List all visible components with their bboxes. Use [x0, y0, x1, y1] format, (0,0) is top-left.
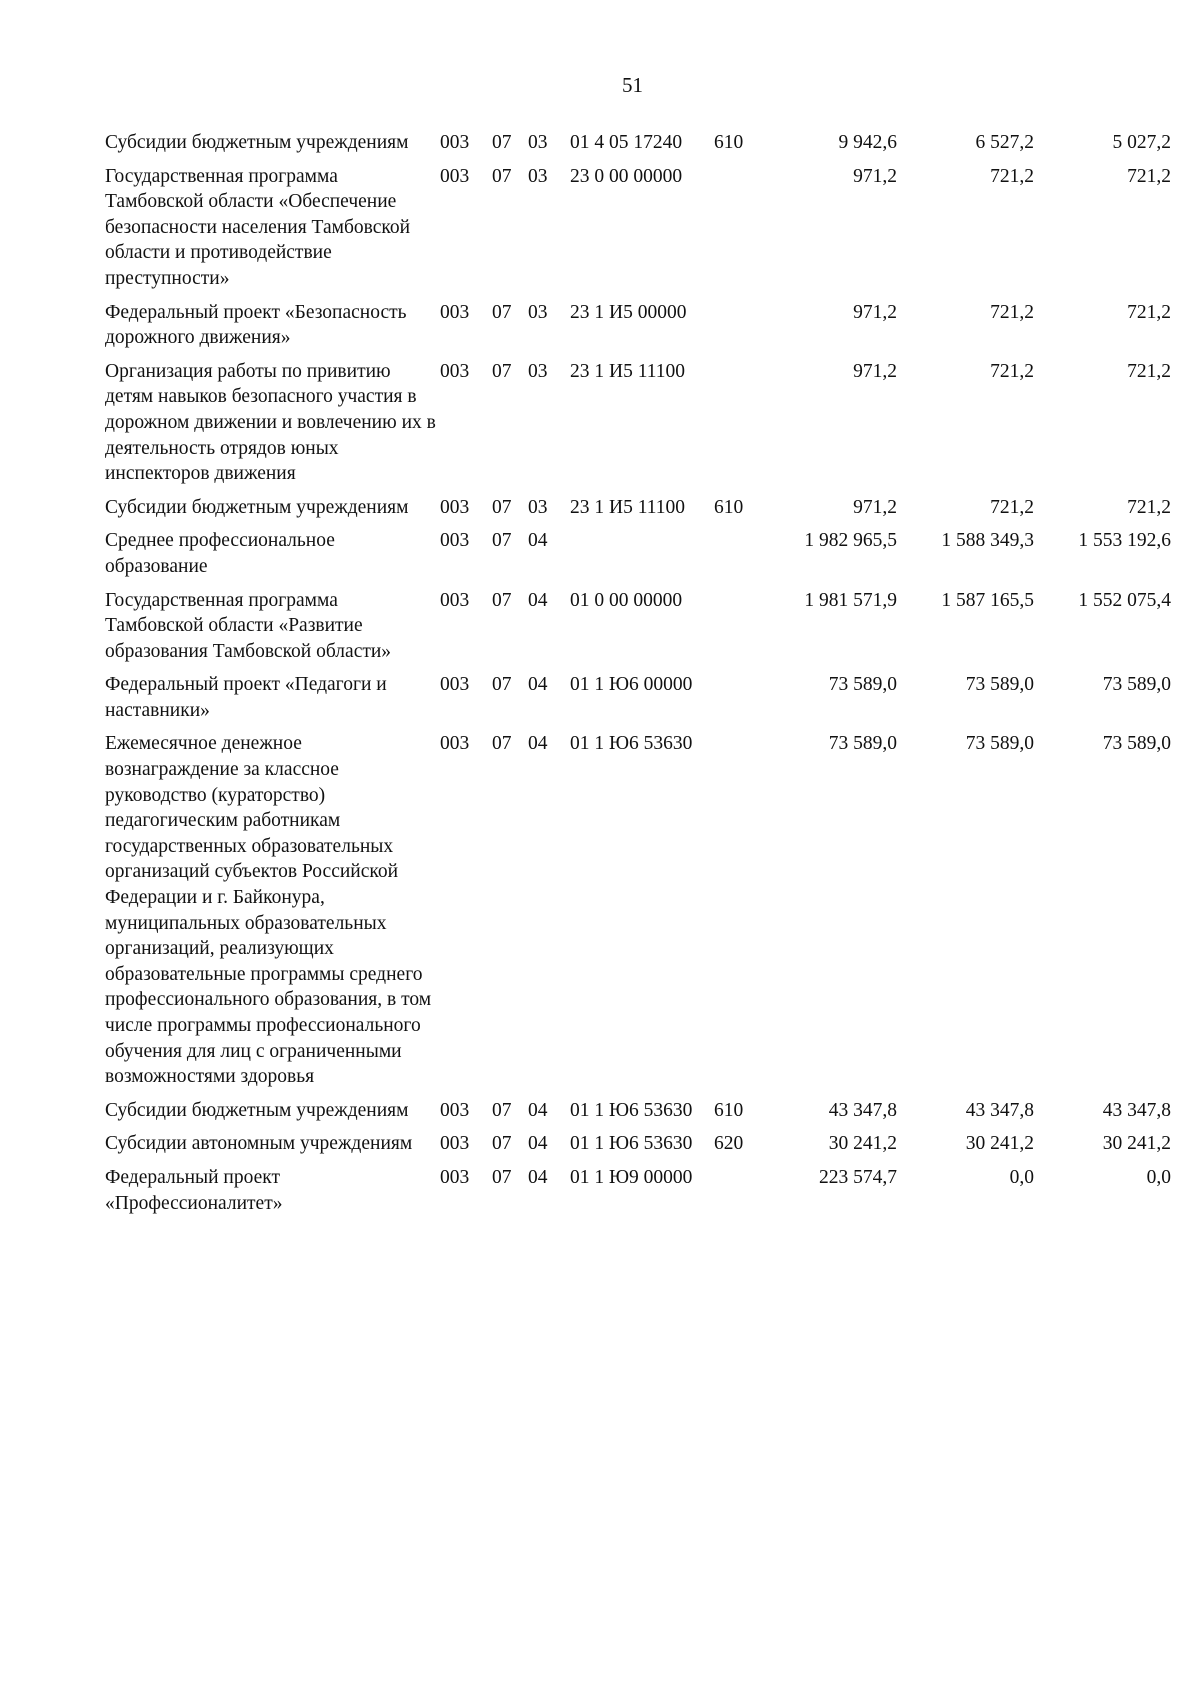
row-ved-code: 003 [440, 1133, 470, 1155]
row-amount-year-3: 721,2 [1127, 165, 1171, 187]
row-amount-year-1: 9 942,6 [838, 132, 897, 153]
row-section-code: 07 [492, 530, 512, 552]
row-ved-code: 003 [440, 496, 470, 518]
row-section-code: 07 [492, 674, 512, 696]
row-amount-year-3: 43 347,8 [1102, 1099, 1171, 1121]
row-amount-year-3: 1 552 075,4 [1078, 589, 1171, 611]
row-amount-year-3: 721,2 [1127, 301, 1171, 323]
row-amount-year-2: 6 527,2 [975, 132, 1034, 153]
row-amount-year-2: 721,2 [990, 165, 1034, 187]
row-amount-year-2: 73 589,0 [965, 674, 1034, 696]
row-name: Ежемесячное денежное вознаграждение за классное руководство (кураторство) педагогическим работникам государственных образовательных организаций субъектов Российской Федерации и г. Байконура, муниципальных образовательных организаций, реализующих образовательные программы среднего профессионального образования, в том числе программы профессионального обучения для лиц с ограниченными возможностями здоровья [105, 733, 432, 1088]
table-row [105, 672, 1171, 731]
row-target-article-code: 01 1 Ю6 53630 [570, 1099, 693, 1121]
row-amount-year-1: 971,2 [853, 496, 897, 518]
row-target-article-code: 01 1 Ю6 53630 [570, 1133, 693, 1155]
table-row [105, 300, 1171, 359]
row-target-article-code: 23 1 И5 11100 [570, 496, 686, 518]
row-target-article-code: 01 1 Ю6 53630 [570, 733, 693, 755]
row-section-code: 07 [492, 165, 512, 187]
row-ved-code: 003 [440, 1099, 470, 1121]
row-ved-code: 003 [440, 301, 470, 323]
row-subsection-code: 04 [528, 589, 548, 611]
row-ved-code: 003 [440, 360, 470, 382]
row-target-article-code: 23 0 00 00000 [570, 165, 683, 187]
row-amount-year-1: 1 981 571,9 [804, 589, 897, 611]
row-amount-year-1: 971,2 [853, 165, 897, 187]
row-section-code: 07 [492, 496, 512, 518]
row-target-article-code: 01 1 Ю6 00000 [570, 674, 693, 696]
row-expense-type-code [714, 300, 764, 359]
row-amount-year-2: 721,2 [990, 301, 1034, 323]
row-expense-type-code [714, 672, 764, 731]
row-amount-year-3: 30 241,2 [1102, 1133, 1171, 1155]
row-amount-year-1: 971,2 [853, 360, 897, 382]
row-expense-type-code [714, 731, 764, 1097]
row-name: Государственная программа Тамбовской области «Развитие образования Тамбовской области» [105, 589, 392, 662]
row-subsection-code: 03 [528, 360, 548, 382]
row-expense-type-code [714, 528, 764, 587]
row-section-code: 07 [492, 360, 512, 382]
row-amount-year-3: 1 553 192,6 [1078, 530, 1171, 552]
row-expense-type-code [714, 1165, 764, 1224]
row-section-code: 07 [492, 589, 512, 611]
row-amount-year-1: 43 347,8 [828, 1099, 897, 1121]
row-subsection-code: 03 [528, 165, 548, 187]
row-ved-code: 003 [440, 674, 470, 696]
row-amount-year-1: 971,2 [853, 301, 897, 323]
row-amount-year-2: 1 587 165,5 [941, 589, 1034, 611]
row-section-code: 07 [492, 132, 512, 153]
table-row [105, 495, 1171, 529]
row-amount-year-2: 721,2 [990, 496, 1034, 518]
budget-table [105, 130, 1171, 1224]
row-subsection-code: 04 [528, 1099, 548, 1121]
row-subsection-code: 04 [528, 530, 548, 552]
table-row [105, 164, 1171, 300]
page-number: 51 [622, 73, 643, 97]
row-ved-code: 003 [440, 530, 470, 552]
row-expense-type-code: 610 [714, 132, 744, 153]
row-subsection-code: 04 [528, 1133, 548, 1155]
row-ved-code: 003 [440, 165, 470, 187]
row-amount-year-2: 1 588 349,3 [941, 530, 1034, 552]
row-amount-year-1: 73 589,0 [828, 674, 897, 696]
row-subsection-code: 04 [528, 674, 548, 696]
row-section-code: 07 [492, 1133, 512, 1155]
row-expense-type-code [714, 164, 764, 300]
row-amount-year-3: 0,0 [1146, 1166, 1171, 1188]
row-name: Организация работы по привитию детям навыков безопасного участия в дорожном движении и вовлечению их в деятельность отрядов юных инспекторов движения [105, 360, 436, 485]
row-amount-year-2: 43 347,8 [965, 1099, 1034, 1121]
row-expense-type-code [714, 588, 764, 673]
row-expense-type-code: 610 [714, 496, 744, 518]
row-amount-year-2: 73 589,0 [965, 733, 1034, 755]
row-section-code: 07 [492, 301, 512, 323]
row-ved-code: 003 [440, 733, 470, 755]
row-target-article-code [570, 528, 714, 587]
row-amount-year-1: 1 982 965,5 [804, 530, 897, 552]
table-row [105, 528, 1171, 587]
table-row [105, 130, 1171, 164]
row-expense-type-code: 620 [714, 1133, 744, 1155]
table-row [105, 359, 1171, 495]
row-amount-year-3: 5 027,2 [1112, 132, 1171, 153]
row-amount-year-1: 223 574,7 [819, 1166, 897, 1188]
row-name: Среднее профессиональное образование [105, 530, 335, 577]
row-target-article-code: 23 1 И5 00000 [570, 301, 687, 323]
row-ved-code: 003 [440, 589, 470, 611]
row-amount-year-2: 0,0 [1009, 1166, 1034, 1188]
row-section-code: 07 [492, 1166, 512, 1188]
table-row [105, 1098, 1171, 1132]
row-amount-year-2: 30 241,2 [965, 1133, 1034, 1155]
row-section-code: 07 [492, 1099, 512, 1121]
row-section-code: 07 [492, 733, 512, 755]
budget-table-body [105, 130, 1171, 1224]
row-subsection-code: 03 [528, 132, 548, 153]
row-target-article-code: 23 1 И5 11100 [570, 360, 686, 382]
row-name: Субсидии автономным учреждениям [105, 1133, 413, 1155]
row-amount-year-2: 721,2 [990, 360, 1034, 382]
row-amount-year-3: 73 589,0 [1102, 674, 1171, 696]
row-name: Субсидии бюджетным учреждениям [105, 1099, 409, 1121]
row-name: Государственная программа Тамбовской области «Обеспечение безопасности населения Тамбовской области и противодействие преступности» [105, 165, 411, 289]
row-amount-year-3: 721,2 [1127, 360, 1171, 382]
table-row [105, 1131, 1171, 1165]
table-row [105, 1165, 1171, 1224]
row-subsection-code: 03 [528, 301, 548, 323]
row-name: Федеральный проект «Профессионалитет» [105, 1166, 283, 1214]
row-expense-type-code [714, 359, 764, 495]
row-amount-year-3: 721,2 [1127, 496, 1171, 518]
row-ved-code: 003 [440, 1166, 470, 1188]
row-subsection-code: 03 [528, 496, 548, 518]
row-target-article-code: 01 0 00 00000 [570, 589, 683, 611]
row-subsection-code: 04 [528, 1166, 548, 1188]
row-name: Субсидии бюджетным учреждениям [105, 132, 409, 153]
row-amount-year-1: 73 589,0 [828, 733, 897, 755]
row-amount-year-3: 73 589,0 [1102, 733, 1171, 755]
row-target-article-code: 01 1 Ю9 00000 [570, 1166, 693, 1188]
row-name: Федеральный проект «Педагоги и наставники» [105, 674, 387, 721]
row-target-article-code: 01 4 05 17240 [570, 132, 683, 153]
row-name: Федеральный проект «Безопасность дорожного движения» [105, 301, 407, 349]
row-expense-type-code: 610 [714, 1099, 744, 1121]
row-ved-code: 003 [440, 132, 470, 153]
table-row [105, 731, 1171, 1097]
row-subsection-code: 04 [528, 733, 548, 755]
row-amount-year-1: 30 241,2 [828, 1133, 897, 1155]
table-row [105, 588, 1171, 673]
row-name: Субсидии бюджетным учреждениям [105, 496, 409, 518]
